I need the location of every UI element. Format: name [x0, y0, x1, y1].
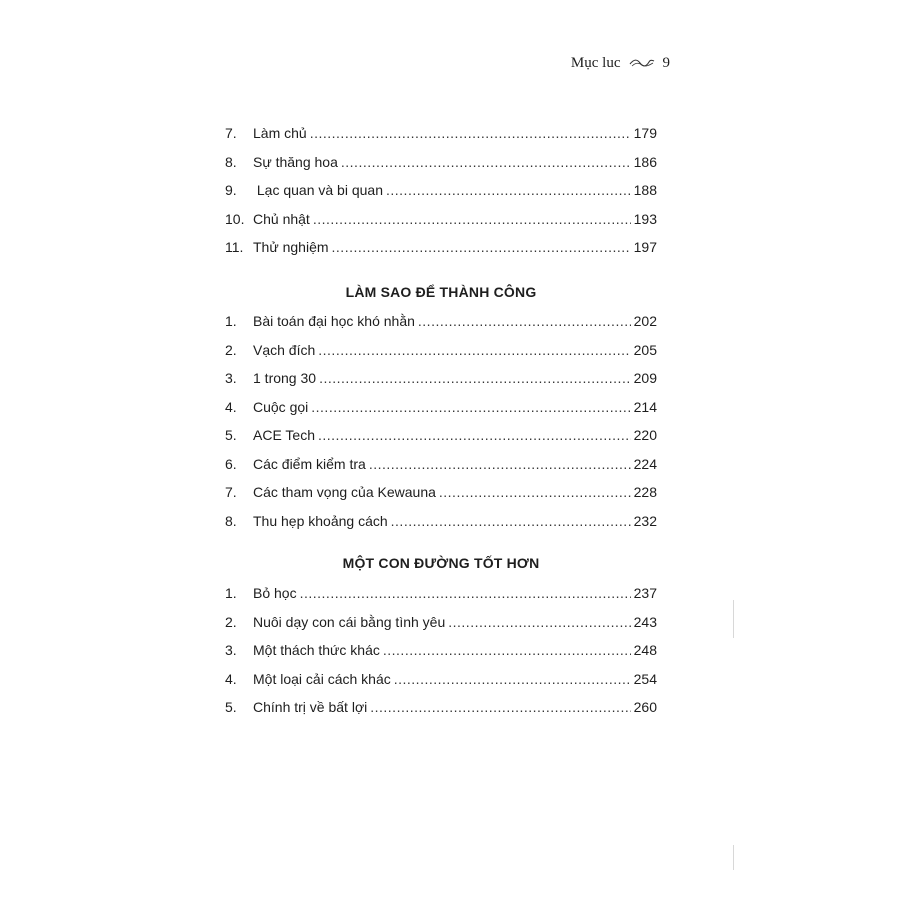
toc-entry[interactable] — [225, 450, 657, 479]
entry-page: 205 — [633, 341, 657, 358]
entry-page: 214 — [633, 398, 657, 415]
entry-page: 193 — [633, 210, 657, 227]
dot-leader — [418, 307, 631, 336]
entry-title: Sự thăng hoa — [253, 153, 338, 170]
dot-leader — [341, 148, 631, 177]
entry-page: 248 — [633, 642, 657, 658]
entry-title: Thử nghiệm — [253, 239, 329, 255]
entry-number: 1. — [225, 313, 237, 329]
entry-page: 254 — [633, 670, 657, 687]
entry-number: 2. — [225, 613, 237, 630]
toc-entry[interactable] — [225, 148, 657, 177]
toc-entry[interactable] — [225, 205, 657, 234]
toc-entry[interactable] — [225, 176, 657, 205]
toc-entry[interactable] — [225, 665, 657, 694]
dot-leader — [300, 579, 631, 608]
toc-entry[interactable] — [225, 233, 657, 262]
entry-number: 5. — [225, 427, 237, 443]
entry-page: 209 — [633, 370, 657, 386]
entry-page: 202 — [633, 313, 657, 329]
running-head-label: Mục luc — [570, 54, 621, 71]
swash-ornament-icon — [629, 57, 655, 69]
toc-entry[interactable] — [225, 693, 657, 722]
entry-title: Lạc quan và bi quan — [253, 182, 383, 198]
entry-title: Vạch đích — [253, 341, 316, 358]
entry-number: 6. — [225, 455, 237, 472]
toc-entry[interactable] — [225, 507, 657, 536]
entry-page: 232 — [633, 512, 657, 529]
entry-title: Chính trị về bất lợi — [253, 699, 368, 715]
entry-title: Nuôi dạy con cái bằng tình yêu — [253, 613, 446, 630]
dot-leader — [319, 364, 631, 393]
dot-leader — [318, 421, 631, 450]
toc-entry[interactable] — [225, 119, 657, 148]
entry-page: 179 — [633, 125, 657, 141]
entry-page: 224 — [633, 455, 657, 472]
dot-leader — [369, 450, 631, 479]
dot-leader — [448, 608, 630, 637]
dot-leader — [439, 478, 631, 507]
entry-page: 197 — [633, 239, 657, 255]
dot-leader — [318, 336, 630, 365]
entry-title: Chủ nhật — [253, 210, 310, 227]
toc-entry[interactable] — [225, 608, 657, 637]
entry-page: 220 — [633, 427, 657, 443]
entry-page: 188 — [633, 182, 657, 198]
page-edge-mark — [733, 600, 734, 638]
entry-title: Bài toán đại học khó nhằn — [253, 313, 415, 329]
dot-leader — [383, 636, 631, 665]
toc-entry[interactable] — [225, 336, 657, 365]
section-heading: LÀM SAO ĐỂ THÀNH CÔNG — [345, 284, 537, 300]
dot-leader — [370, 693, 630, 722]
entry-title: Các tham vọng của Kewauna — [253, 484, 436, 500]
entry-number: 9. — [225, 182, 237, 198]
entry-number: 7. — [225, 484, 237, 500]
dot-leader — [332, 233, 631, 262]
entry-number: 7. — [225, 125, 237, 141]
dot-leader — [313, 205, 631, 234]
entry-page: 237 — [633, 585, 657, 601]
entry-number: 11. — [225, 239, 244, 255]
toc-entry[interactable] — [225, 364, 657, 393]
entry-number: 2. — [225, 341, 237, 358]
entry-page: 186 — [633, 153, 657, 170]
toc-entry[interactable] — [225, 478, 657, 507]
toc-entry[interactable] — [225, 307, 657, 336]
entry-number: 4. — [225, 398, 237, 415]
dot-leader — [386, 176, 631, 205]
section-heading: MỘT CON ĐƯỜNG TỐT HƠN — [342, 555, 540, 571]
running-head-page-number: 9 — [662, 54, 670, 71]
toc-group — [225, 579, 657, 722]
entry-title: Một loại cải cách khác — [253, 670, 391, 687]
entry-title: Bỏ học — [253, 585, 297, 601]
toc-entry[interactable] — [225, 421, 657, 450]
entry-number: 3. — [225, 642, 237, 658]
entry-title: 1 trong 30 — [253, 370, 317, 386]
entry-number: 5. — [225, 699, 237, 715]
dot-leader — [311, 393, 630, 422]
entry-number: 4. — [225, 670, 237, 687]
running-head — [560, 53, 670, 73]
entry-title: Làm chủ — [253, 125, 307, 141]
entry-number: 3. — [225, 370, 237, 386]
entry-number: 10. — [225, 210, 245, 227]
toc-group-continued — [225, 119, 657, 262]
entry-title: Các điểm kiểm tra — [253, 455, 366, 472]
dot-leader — [310, 119, 631, 148]
toc-entry[interactable] — [225, 393, 657, 422]
entry-title: Thu hẹp khoảng cách — [253, 512, 388, 529]
dot-leader — [391, 507, 631, 536]
entry-number: 8. — [225, 512, 237, 529]
entry-title: Một thách thức khác — [253, 642, 380, 658]
entry-page: 260 — [633, 699, 657, 715]
toc-group — [225, 307, 657, 535]
entry-page: 228 — [633, 484, 657, 500]
entry-title: ACE Tech — [253, 427, 315, 443]
toc-entry[interactable] — [225, 636, 657, 665]
entry-number: 8. — [225, 153, 237, 170]
entry-number: 1. — [225, 585, 237, 601]
page-edge-mark — [733, 845, 734, 870]
toc-entry[interactable] — [225, 579, 657, 608]
dot-leader — [394, 665, 631, 694]
entry-title: Cuộc gọi — [253, 398, 309, 415]
entry-page: 243 — [633, 613, 657, 630]
